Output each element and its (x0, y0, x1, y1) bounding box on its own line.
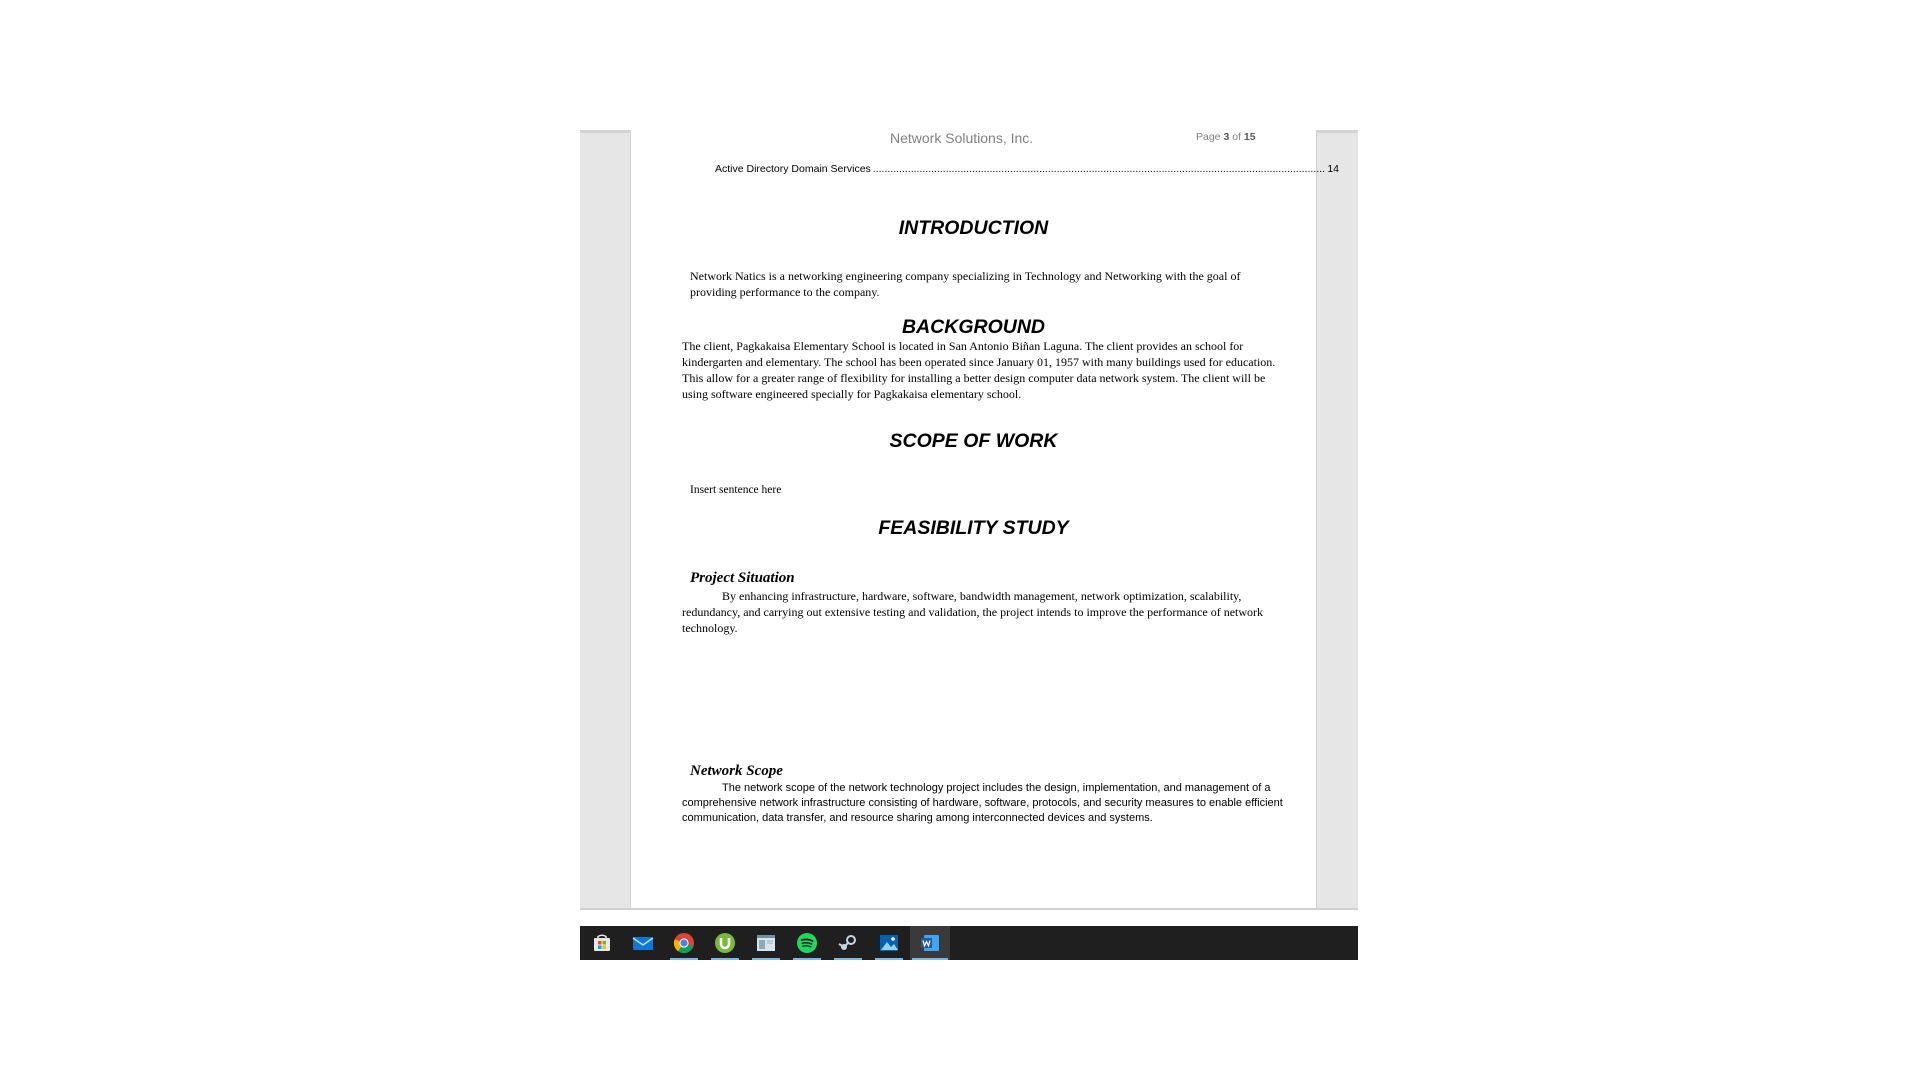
heading-introduction: INTRODUCTION (898, 217, 1049, 239)
app-window-icon (755, 933, 777, 953)
toc-leader-dots (873, 163, 1326, 175)
toc-entry[interactable] (715, 163, 1339, 175)
heading-network-scope: Network Scope (690, 763, 783, 779)
word-document-window (580, 130, 1358, 908)
introduction-paragraph: Network Natics is a networking engineering company specializing in Technology and Networking with the goal of providing performance to the company. (690, 269, 1241, 299)
taskbar-store[interactable] (582, 926, 622, 960)
header-page-number: Page 3 of 15 (1196, 131, 1256, 143)
page-current: 3 (1223, 131, 1230, 143)
heading-feasibility-study: FEASIBILITY STUDY (878, 517, 1069, 539)
document-page[interactable] (630, 130, 1339, 908)
taskbar-word[interactable] (910, 926, 950, 960)
heading-scope-of-work: SCOPE OF WORK (889, 430, 1058, 452)
running-indicator (793, 958, 821, 960)
taskbar (580, 926, 1358, 960)
window-bottom-edge (580, 908, 1358, 910)
taskbar-photos[interactable] (869, 926, 909, 960)
page-total: 15 (1243, 131, 1256, 143)
toc-entry-label: Active Directory Domain Services (715, 163, 871, 175)
toc-entry-page: 14 (1327, 163, 1339, 175)
store-icon (592, 933, 612, 953)
network-scope-paragraph: The network scope of the network technology project includes the design, implementation, and management of a comprehensive network infrastructure consisting of hardware, software, protocols, and security measures to enable efficient communication, data transfer, and resource sharing among interconnected devices and systems. (682, 782, 1283, 824)
taskbar-app-window[interactable] (746, 926, 786, 960)
photos-icon (878, 933, 900, 953)
heading-project-situation: Project Situation (690, 570, 795, 586)
spotify-icon (796, 932, 818, 954)
project-situation-paragraph: By enhancing infrastructure, hardware, software, bandwidth management, network optimization, scalability, redundancy, and carrying out extensive testing and validation, the project intends to improve the performance of network technology. (682, 589, 1264, 635)
utorrent-icon (714, 932, 736, 954)
taskbar-steam[interactable] (828, 926, 868, 960)
taskbar-utorrent[interactable] (705, 926, 745, 960)
running-indicator (670, 958, 698, 960)
taskbar-mail[interactable] (623, 926, 663, 960)
taskbar-chrome[interactable] (664, 926, 704, 960)
word-icon (919, 933, 941, 953)
running-indicator (875, 958, 903, 960)
active-indicator (912, 958, 948, 960)
header-company-name: Network Solutions, Inc. (890, 130, 1034, 146)
running-indicator (834, 958, 862, 960)
background-paragraph: The client, Pagkakaisa Elementary School is located in San Antonio Biñan Laguna. The client provides an school for kindergarten and elementary. The school has been operated since January 01, 1957 with many buildings used for education. This allow for a greater range of flexibility for installing a better design computer data network system. The client will be using software engineered specially for Pagkakaisa elementary school. (682, 339, 1276, 401)
chrome-icon (673, 932, 695, 954)
scope-of-work-paragraph: Insert sentence here (690, 484, 782, 496)
steam-icon (837, 932, 859, 954)
taskbar-spotify[interactable] (787, 926, 827, 960)
running-indicator (752, 958, 780, 960)
mail-icon (632, 933, 654, 953)
heading-background: BACKGROUND (902, 316, 1045, 338)
running-indicator (711, 958, 739, 960)
